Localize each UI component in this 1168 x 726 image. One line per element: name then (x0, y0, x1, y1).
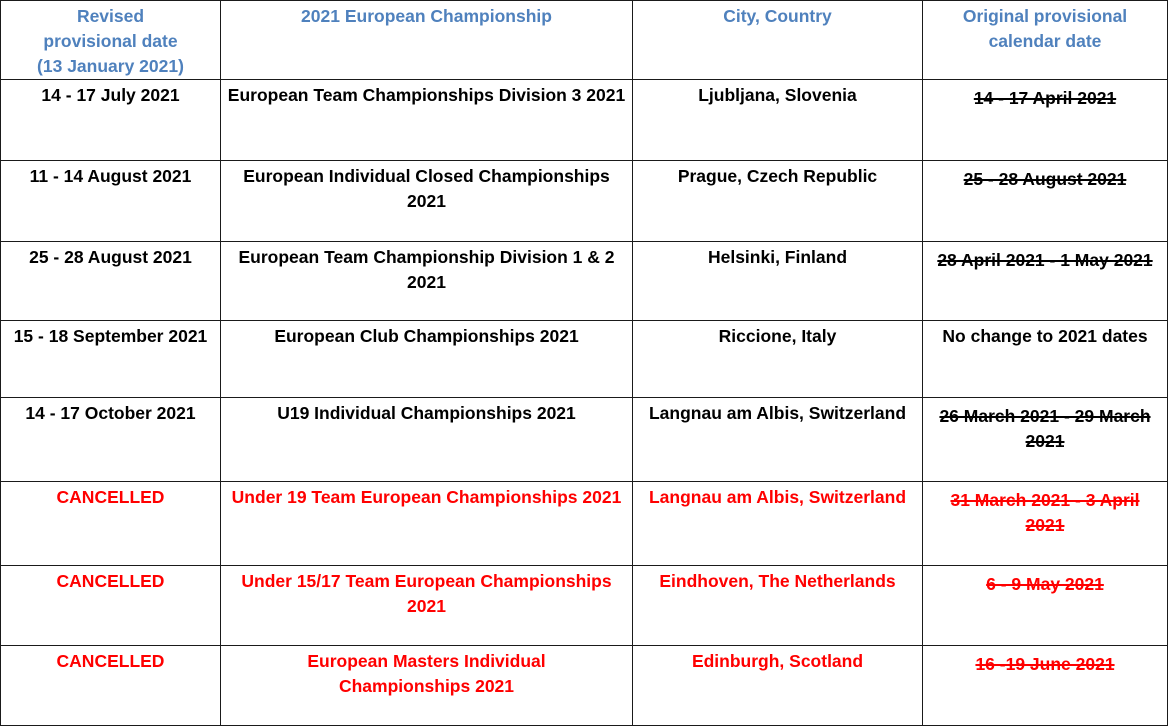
championship-cell: European Club Championships 2021 (221, 321, 633, 398)
championship-cell: U19 Individual Championships 2021 (221, 398, 633, 482)
header-championship: 2021 European Championship (221, 1, 633, 80)
original-date-struck: 14 - 17 April 2021 (973, 88, 1117, 108)
header-original-date-label: Original provisional calendar date (962, 6, 1128, 51)
location-cell: Langnau am Albis, Switzerland (633, 398, 923, 482)
original-date-cell (923, 398, 1168, 482)
revised-date-cell: 25 - 28 August 2021 (1, 242, 221, 321)
table-row (1, 242, 1168, 321)
original-date-struck: 16 -19 June 2021 (975, 654, 1115, 674)
table-row (1, 646, 1168, 726)
championship-cell: Under 15/17 Team European Championships 2021 (221, 566, 633, 646)
location-cell: Eindhoven, The Netherlands (633, 566, 923, 646)
location-cell: Prague, Czech Republic (633, 161, 923, 242)
header-revised-date-note: (13 January 2021) (37, 56, 184, 76)
original-date-cell (923, 482, 1168, 566)
location-cell: Langnau am Albis, Switzerland (633, 482, 923, 566)
original-date-cell (923, 321, 1168, 398)
header-original-date (923, 1, 1168, 80)
original-date-cell (923, 242, 1168, 321)
championship-cell: Under 19 Team European Championships 2021 (221, 482, 633, 566)
table-row (1, 566, 1168, 646)
championship-cell: European Team Championship Division 1 & 2 2021 (221, 242, 633, 321)
table-row (1, 80, 1168, 161)
header-revised-date-label: Revised provisional date (43, 6, 178, 51)
original-date-cell (923, 161, 1168, 242)
original-date-cell (923, 80, 1168, 161)
location-cell: Edinburgh, Scotland (633, 646, 923, 726)
revised-date-cell: CANCELLED (1, 646, 221, 726)
table-row (1, 161, 1168, 242)
location-cell: Riccione, Italy (633, 321, 923, 398)
table-row (1, 398, 1168, 482)
original-date-struck: 31 March 2021 - 3 April 2021 (950, 490, 1140, 535)
table-row (1, 482, 1168, 566)
original-date-struck: 6 - 9 May 2021 (986, 574, 1104, 594)
championship-cell: European Individual Closed Championships 2021 (221, 161, 633, 242)
revised-date-cell: 14 - 17 October 2021 (1, 398, 221, 482)
location-cell: Helsinki, Finland (633, 242, 923, 321)
revised-date-cell: 15 - 18 September 2021 (1, 321, 221, 398)
championship-cell: European Team Championships Division 3 2021 (221, 80, 633, 161)
revised-date-cell: 14 - 17 July 2021 (1, 80, 221, 161)
original-date-struck: 25 - 28 August 2021 (963, 169, 1127, 189)
header-revised-date (1, 1, 221, 80)
header-row (1, 1, 1168, 80)
original-date-text: No change to 2021 dates (942, 326, 1148, 346)
original-date-struck: 28 April 2021 - 1 May 2021 (937, 250, 1153, 270)
revised-date-cell: CANCELLED (1, 566, 221, 646)
header-city-country: City, Country (633, 1, 923, 80)
revised-date-cell: 11 - 14 August 2021 (1, 161, 221, 242)
original-date-cell (923, 646, 1168, 726)
championship-cell: European Masters Individual Championships 2021 (221, 646, 633, 726)
original-date-struck: 26 March 2021 - 29 March 2021 (939, 406, 1151, 451)
location-cell: Ljubljana, Slovenia (633, 80, 923, 161)
revised-date-cell: CANCELLED (1, 482, 221, 566)
original-date-cell (923, 566, 1168, 646)
table-row (1, 321, 1168, 398)
